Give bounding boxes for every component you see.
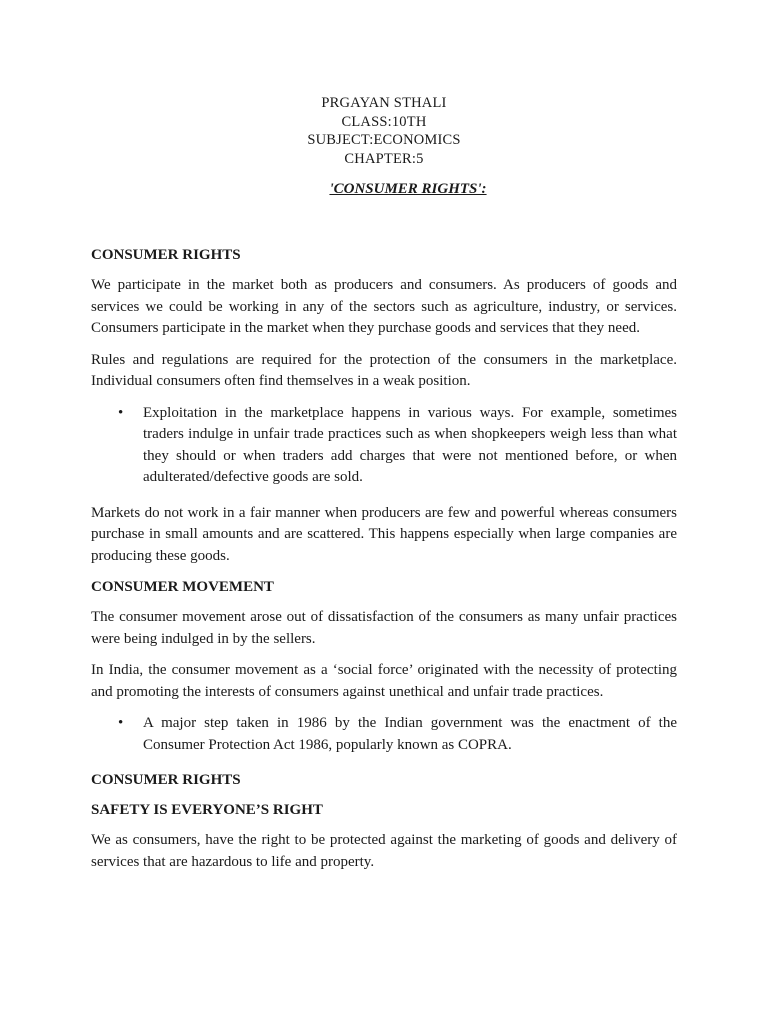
school-name: PRGAYAN STHALI <box>321 95 447 111</box>
subject-line: SUBJECT:ECONOMICS <box>307 132 461 148</box>
safety-heading: SAFETY IS EVERYONE’S RIGHT <box>91 802 323 818</box>
list-item <box>91 713 677 756</box>
consumer-movement-heading: CONSUMER MOVEMENT <box>91 579 274 595</box>
paragraph-india-movement: In India, the consumer movement as a ‘social force’ originated with the necessity of protecting and promoting the interests of consumers against unethical and unfair trade practices. <box>91 662 677 700</box>
document-title: 'CONSUMER RIGHTS': <box>329 181 487 197</box>
bullet-icon: • <box>118 715 124 731</box>
paragraph-markets-fairness: Markets do not work in a fair manner when producers are few and powerful whereas consumers purchase in small amounts and are scattered. This happens especially when large companies are producing these goods. <box>91 504 677 564</box>
paragraph-rules-regulations: Rules and regulations are required for the protection of the consumers in the marketplace. Individual consumers often find themselves in a weak position. <box>91 351 677 389</box>
chapter-line: CHAPTER:5 <box>344 150 424 167</box>
bullet-text-copra: A major step taken in 1986 by the Indian government was the enactment of the Consumer Protection Act 1986, popularly known as COPRA. <box>143 715 677 753</box>
paragraph-movement-origin: The consumer movement arose out of dissatisfaction of the consumers as many unfair practices were being indulged in by the sellers. <box>91 609 677 647</box>
list-item <box>91 403 677 489</box>
bullet-icon: • <box>118 404 124 421</box>
bullet-text-exploitation: Exploitation in the marketplace happens in various ways. For example, sometimes traders indulge in unfair trade practices such as when shopkeepers weigh less than what they should or when traders add charges that were not mentioned before, or when adulterated/defective goods are sold. <box>143 404 677 485</box>
document-header <box>0 94 768 168</box>
class-line: CLASS:10TH <box>341 113 427 130</box>
paragraph-market-participation: We participate in the market both as producers and consumers. As producers of goods and services we could be working in any of the sectors such as agriculture, industry, or services. Consumers participate in the market when they purchase goods and services that they need. <box>91 277 677 336</box>
document-body <box>91 245 677 883</box>
consumer-rights-heading: CONSUMER RIGHTS <box>91 247 241 263</box>
consumer-rights-heading-2: CONSUMER RIGHTS <box>91 772 241 788</box>
bullet-list-copra <box>91 713 677 756</box>
bullet-list-exploitation <box>91 403 677 489</box>
paragraph-right-to-safety: We as consumers, have the right to be protected against the marketing of goods and delivery of services that are hazardous to life and property. <box>91 832 677 870</box>
